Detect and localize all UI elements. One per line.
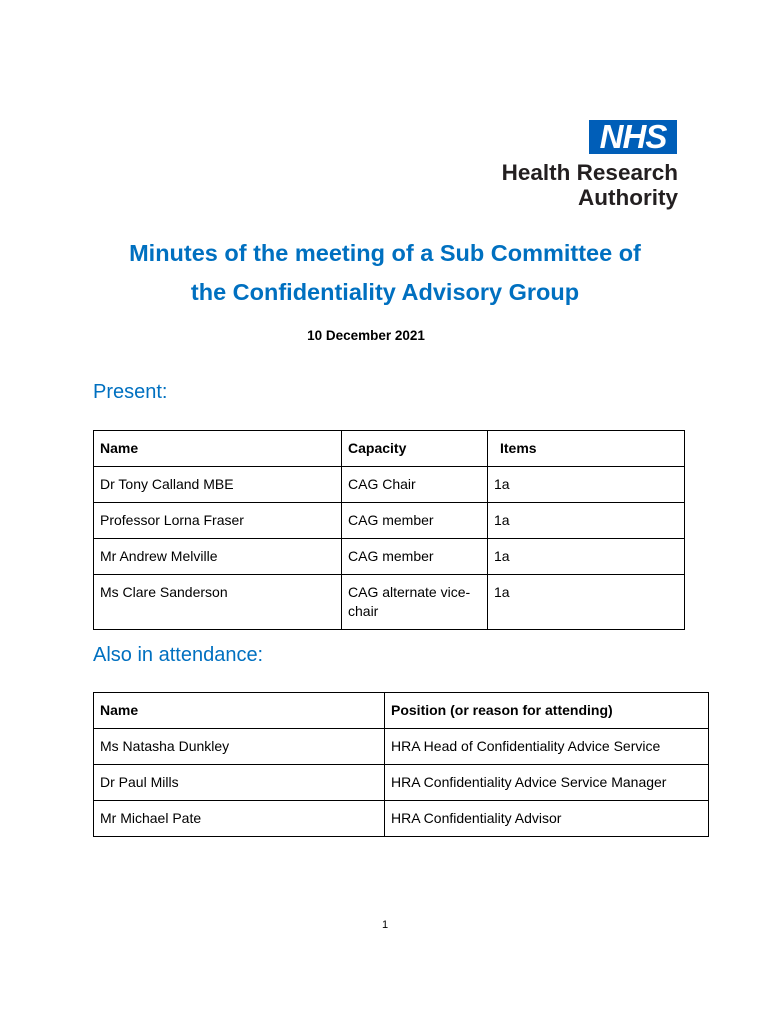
document-title: [60, 234, 710, 312]
member-capacity: CAG member: [342, 539, 488, 575]
meeting-date: 10 December 2021: [307, 328, 425, 343]
page-number: 1: [381, 919, 389, 931]
attendee-name: Mr Michael Pate: [94, 801, 385, 837]
member-capacity: CAG member: [342, 503, 488, 539]
nhs-logo-badge: NHS: [589, 120, 677, 154]
member-name: Dr Tony Calland MBE: [94, 467, 342, 503]
column-header-capacity: Capacity: [342, 431, 488, 467]
column-header-name: Name: [94, 431, 342, 467]
present-heading: Present:: [93, 381, 168, 403]
attendee-position: HRA Head of Confidentiality Advice Service: [385, 729, 709, 765]
member-items: 1a: [488, 539, 685, 575]
logo-line-health-research: Health Research: [501, 160, 678, 185]
title-line-2: the Confidentiality Advisory Group: [190, 279, 580, 305]
table-row: [94, 801, 709, 837]
member-name: Ms Clare Sanderson: [94, 575, 342, 630]
column-header-items: Items: [488, 431, 685, 467]
title-line-1: Minutes of the meeting of a Sub Committee of: [129, 240, 641, 266]
column-header-name: Name: [94, 693, 385, 729]
member-items: 1a: [488, 503, 685, 539]
attendance-table: [93, 692, 709, 837]
table-row: [94, 729, 709, 765]
table-row: [94, 575, 685, 630]
attendee-name: Ms Natasha Dunkley: [94, 729, 385, 765]
table-row: [94, 765, 709, 801]
table-header-row: [94, 693, 709, 729]
member-name: Mr Andrew Melville: [94, 539, 342, 575]
also-in-attendance-heading: Also in attendance:: [93, 644, 264, 666]
table-row: [94, 503, 685, 539]
member-items: 1a: [488, 467, 685, 503]
table-header-row: [94, 431, 685, 467]
column-header-position: Position (or reason for attending): [385, 693, 709, 729]
attendee-position: HRA Confidentiality Advice Service Manager: [385, 765, 709, 801]
table-row: [94, 467, 685, 503]
member-capacity: CAG Chair: [342, 467, 488, 503]
member-name: Professor Lorna Fraser: [94, 503, 342, 539]
member-capacity: CAG alternate vice-chair: [342, 575, 488, 630]
table-row: [94, 539, 685, 575]
present-table: [93, 430, 685, 630]
hra-logo: [486, 120, 678, 212]
logo-line-authority: Authority: [578, 185, 678, 210]
attendee-position: HRA Confidentiality Advisor: [385, 801, 709, 837]
member-items: 1a: [488, 575, 685, 630]
attendee-name: Dr Paul Mills: [94, 765, 385, 801]
